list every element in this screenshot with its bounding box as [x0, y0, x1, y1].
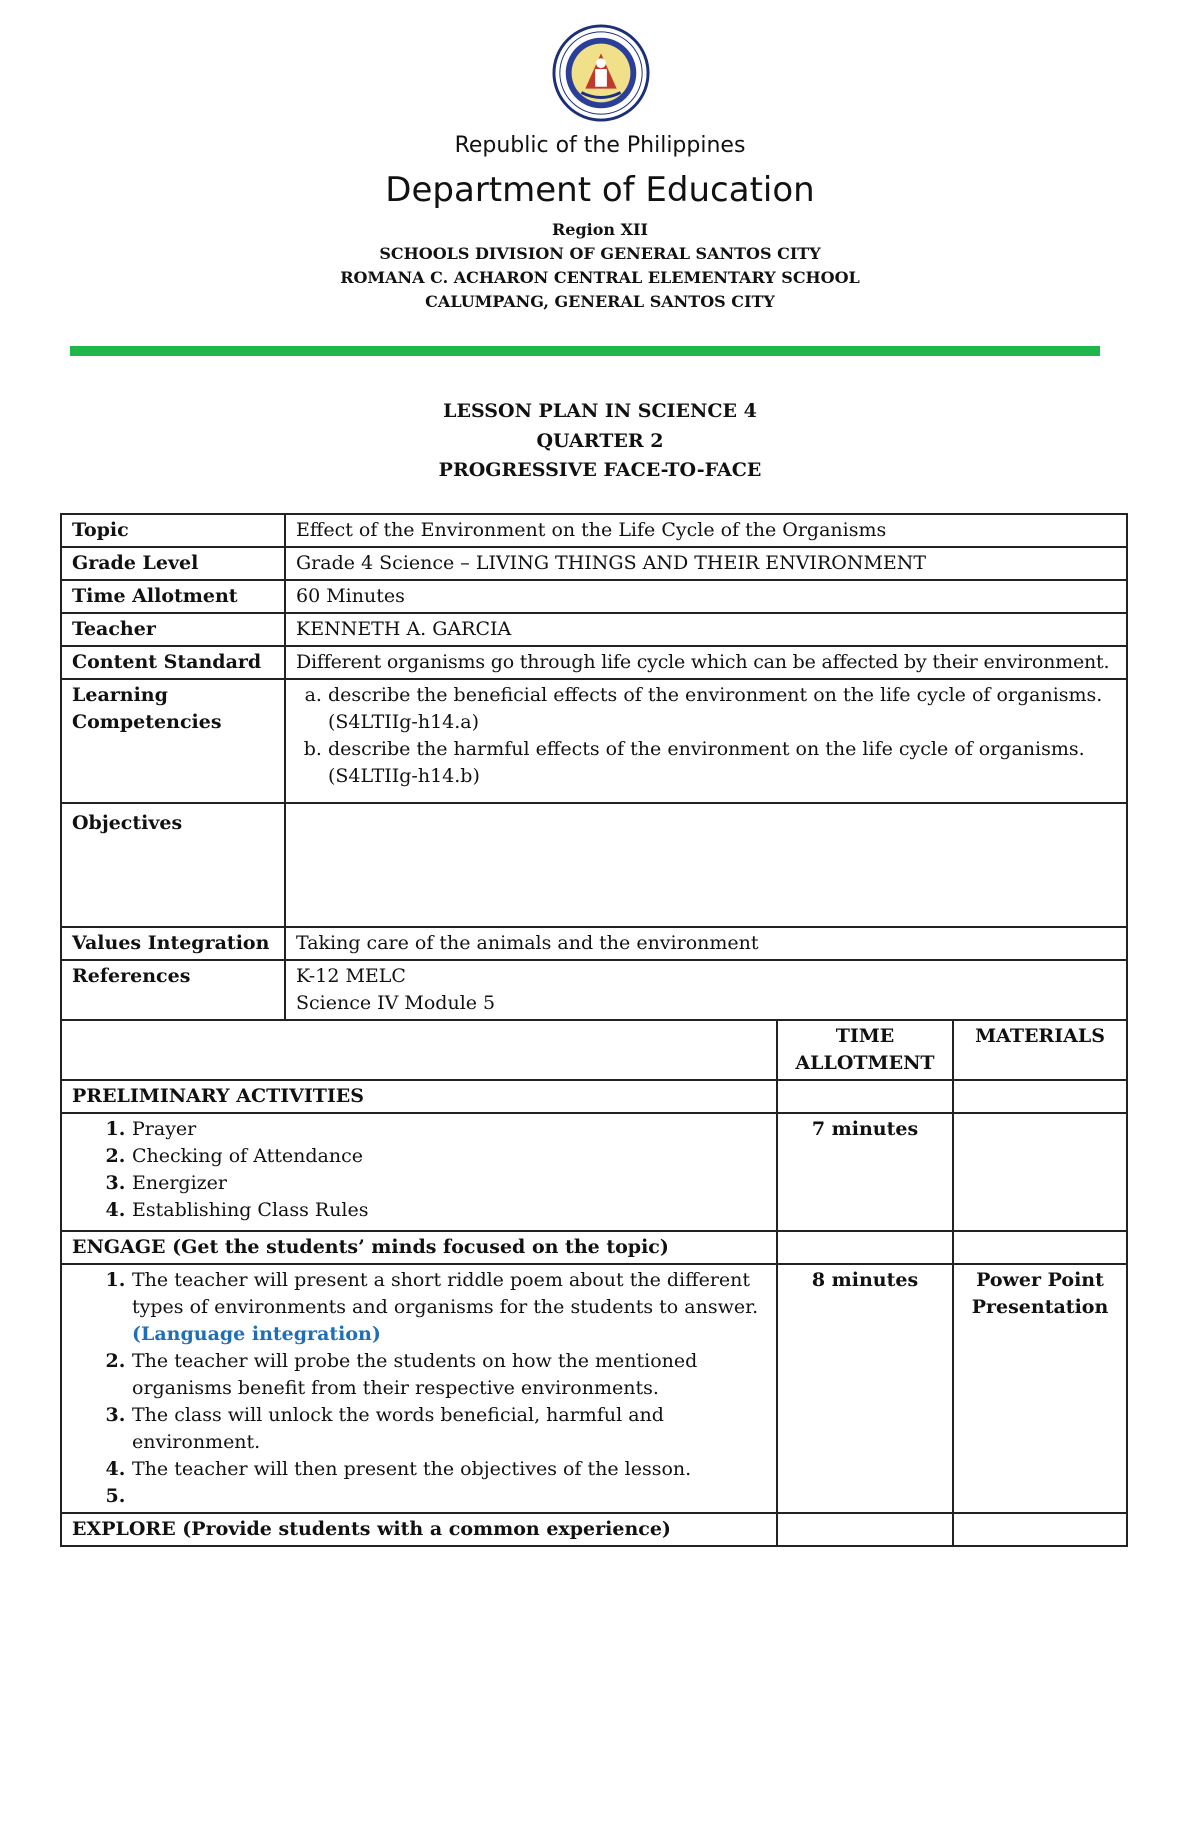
table-row	[61, 1264, 1127, 1513]
table-row	[61, 1080, 1127, 1113]
table-row	[61, 547, 1127, 580]
preliminary-title: PRELIMINARY ACTIVITIES	[61, 1080, 777, 1113]
explore-time-blank	[777, 1513, 953, 1546]
list-item: 4. Establishing Class Rules	[132, 1197, 766, 1224]
objectives-value	[285, 803, 1127, 927]
engage-materials: Power Point Presentation	[953, 1264, 1127, 1513]
teacher-value: KENNETH A. GARCIA	[285, 613, 1127, 646]
engage-time-blank	[777, 1231, 953, 1264]
engage-item-text: The teacher will present a short riddle poem about the different types of environments and organisms for the students to answer.	[132, 1269, 759, 1318]
list-item	[132, 1483, 766, 1510]
table-row	[61, 1020, 1127, 1080]
list-item: 3. Energizer	[132, 1170, 766, 1197]
list-item	[132, 1267, 766, 1348]
preliminary-materials-blank	[953, 1080, 1127, 1113]
lesson-title: LESSON PLAN IN SCIENCE 4	[443, 400, 757, 422]
topic-value: Effect of the Environment on the Life Cycle of the Organisms	[285, 514, 1127, 547]
table-row	[61, 803, 1127, 927]
engage-list	[72, 1267, 766, 1510]
preliminary-list	[72, 1116, 766, 1224]
republic-label: Republic of the Philippines	[454, 133, 746, 158]
table-row	[61, 679, 1127, 803]
modality-title: PROGRESSIVE FACE-TO-FACE	[438, 459, 762, 481]
school-label: ROMANA C. ACHARON CENTRAL ELEMENTARY SCHOOL	[340, 268, 860, 287]
explore-title: EXPLORE (Provide students with a common experience)	[61, 1513, 777, 1546]
competencies-value	[285, 679, 1127, 803]
table-row	[61, 580, 1127, 613]
table-row	[61, 514, 1127, 547]
values-label: Values Integration	[61, 927, 285, 960]
teacher-label: Teacher	[61, 613, 285, 646]
procedure-header-blank	[61, 1020, 777, 1080]
table-row	[61, 1231, 1127, 1264]
engage-materials-blank	[953, 1231, 1127, 1264]
table-row	[61, 613, 1127, 646]
preliminary-activities	[61, 1113, 777, 1231]
engage-title: ENGAGE (Get the students’ minds focused on the topic)	[61, 1231, 777, 1264]
materials-header: MATERIALS	[953, 1020, 1127, 1080]
header-divider	[70, 346, 1100, 356]
table-row	[61, 646, 1127, 679]
explore-materials-blank	[953, 1513, 1127, 1546]
list-item: a. describe the beneficial effects of the environment on the life cycle of organisms. (S4LTIIg-h14.a)	[328, 682, 1116, 736]
list-item: 1. Prayer	[132, 1116, 766, 1143]
table-row	[61, 960, 1127, 1020]
references-label: References	[61, 960, 285, 1020]
topic-label: Topic	[61, 514, 285, 547]
table-row	[61, 1113, 1127, 1231]
list-item: 3. The class will unlock the words beneficial, harmful and environment.	[132, 1402, 766, 1456]
department-label: Department of Education	[385, 170, 815, 210]
grade-value: Grade 4 Science – LIVING THINGS AND THEIR ENVIRONMENT	[285, 547, 1127, 580]
values-value: Taking care of the animals and the environment	[285, 927, 1127, 960]
content-standard-value: Different organisms go through life cycle which can be affected by their environment.	[285, 646, 1127, 679]
engage-activities	[61, 1264, 777, 1513]
competencies-label: Learning Competencies	[61, 679, 285, 803]
competencies-list	[296, 682, 1116, 790]
region-label: Region XII	[552, 220, 648, 239]
grade-label: Grade Level	[61, 547, 285, 580]
time-label: Time Allotment	[61, 580, 285, 613]
address-label: CALUMPANG, GENERAL SANTOS CITY	[425, 292, 775, 311]
language-integration-note: (Language integration)	[132, 1323, 381, 1345]
lesson-plan-table	[60, 513, 1128, 1547]
list-item: 2. Checking of Attendance	[132, 1143, 766, 1170]
table-row	[61, 1513, 1127, 1546]
quarter-title: QUARTER 2	[536, 430, 664, 452]
time-allotment-header: TIME ALLOTMENT	[777, 1020, 953, 1080]
content-standard-label: Content Standard	[61, 646, 285, 679]
deped-seal-logo	[552, 24, 650, 122]
preliminary-time-blank	[777, 1080, 953, 1113]
reference-item: Science IV Module 5	[296, 992, 496, 1014]
division-label: SCHOOLS DIVISION OF GENERAL SANTOS CITY	[379, 244, 821, 263]
list-item: 2. The teacher will probe the students on how the mentioned organisms benefit from their respective environments.	[132, 1348, 766, 1402]
objectives-label: Objectives	[61, 803, 285, 927]
time-value: 60 Minutes	[285, 580, 1127, 613]
preliminary-materials	[953, 1113, 1127, 1231]
table-row	[61, 927, 1127, 960]
references-value	[285, 960, 1127, 1020]
list-item: b. describe the harmful effects of the environment on the life cycle of organisms. (S4LTIIg-h14.b)	[328, 736, 1116, 790]
preliminary-time: 7 minutes	[777, 1113, 953, 1231]
engage-time: 8 minutes	[777, 1264, 953, 1513]
list-item: 4. The teacher will then present the objectives of the lesson.	[132, 1456, 766, 1483]
reference-item: K-12 MELC	[296, 965, 406, 987]
